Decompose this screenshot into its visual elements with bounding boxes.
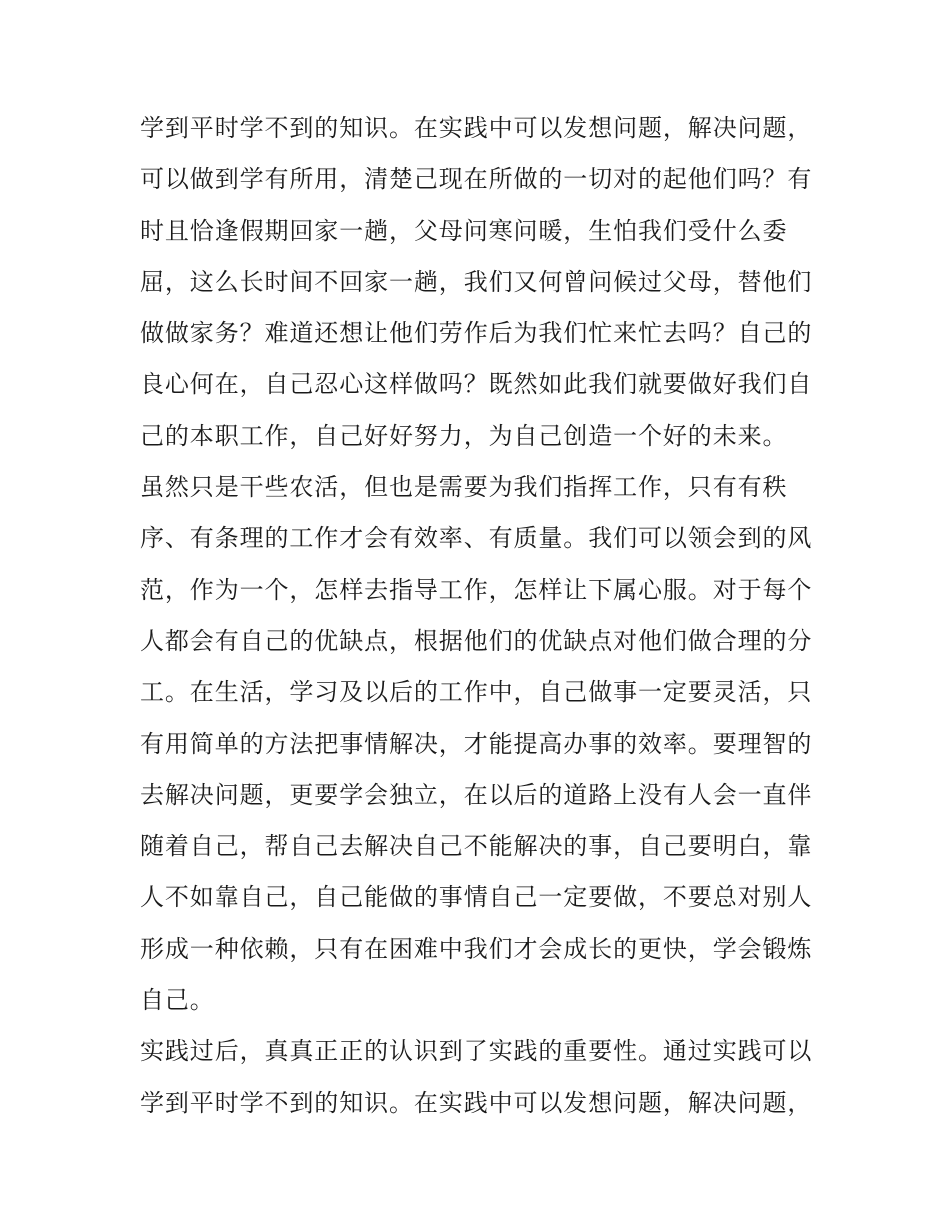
text-line: 实践过后，真真正正的认识到了实践的重要性。通过实践可以 bbox=[140, 1037, 813, 1066]
text-line: 虽然只是干些农活，但也是需要为我们指挥工作，只有有秩 bbox=[140, 473, 788, 502]
text-line: 随着自己，帮自己去解决自己不能解决的事，自己要明白，靠 bbox=[140, 832, 813, 861]
text-line: 人不如靠自己，自己能做的事情自己一定要做，不要总对别人 bbox=[140, 883, 813, 912]
text-line: 屈，这么长时间不回家一趟，我们又何曾问候过父母，替他们 bbox=[140, 267, 813, 296]
text-line: 学到平时学不到的知识。在实践中可以发想问题，解决问题， bbox=[140, 1088, 813, 1117]
text-line: 形成一种依赖，只有在困难中我们才会成长的更快，学会锻炼 bbox=[140, 934, 813, 963]
text-line: 去解决问题，更要学会独立，在以后的道路上没有人会一直伴 bbox=[140, 780, 813, 809]
text-line: 序、有条理的工作才会有效率、有质量。我们可以领会到的风 bbox=[140, 524, 813, 553]
text-line: 做做家务？难道还想让他们劳作后为我们忙来忙去吗？自己的 bbox=[140, 319, 813, 348]
text-line: 有用简单的方法把事情解决，才能提高办事的效率。要理智的 bbox=[140, 729, 813, 758]
text-line: 良心何在，自己忍心这样做吗？既然如此我们就要做好我们自 bbox=[140, 370, 813, 399]
text-line: 范，作为一个，怎样去指导工作，怎样让下属心服。对于每个 bbox=[140, 575, 813, 604]
text-line: 可以做到学有所用，清楚己现在所做的一切对的起他们吗？有 bbox=[140, 165, 813, 194]
text-line: 工。在生活，学习及以后的工作中，自己做事一定要灵活，只 bbox=[140, 678, 813, 707]
text-line: 学到平时学不到的知识。在实践中可以发想问题，解决问题， bbox=[140, 114, 813, 142]
document-body bbox=[140, 103, 812, 1129]
text-line: 人都会有自己的优缺点，根据他们的优缺点对他们做合理的分 bbox=[140, 626, 813, 655]
text-line: 己的本职工作，自己好好努力，为自己创造一个好的未来。 bbox=[140, 421, 788, 450]
text-line: 自己。 bbox=[140, 986, 215, 1015]
text-line: 时且恰逢假期回家一趟，父母问寒问暖，生怕我们受什么委 bbox=[140, 216, 788, 245]
